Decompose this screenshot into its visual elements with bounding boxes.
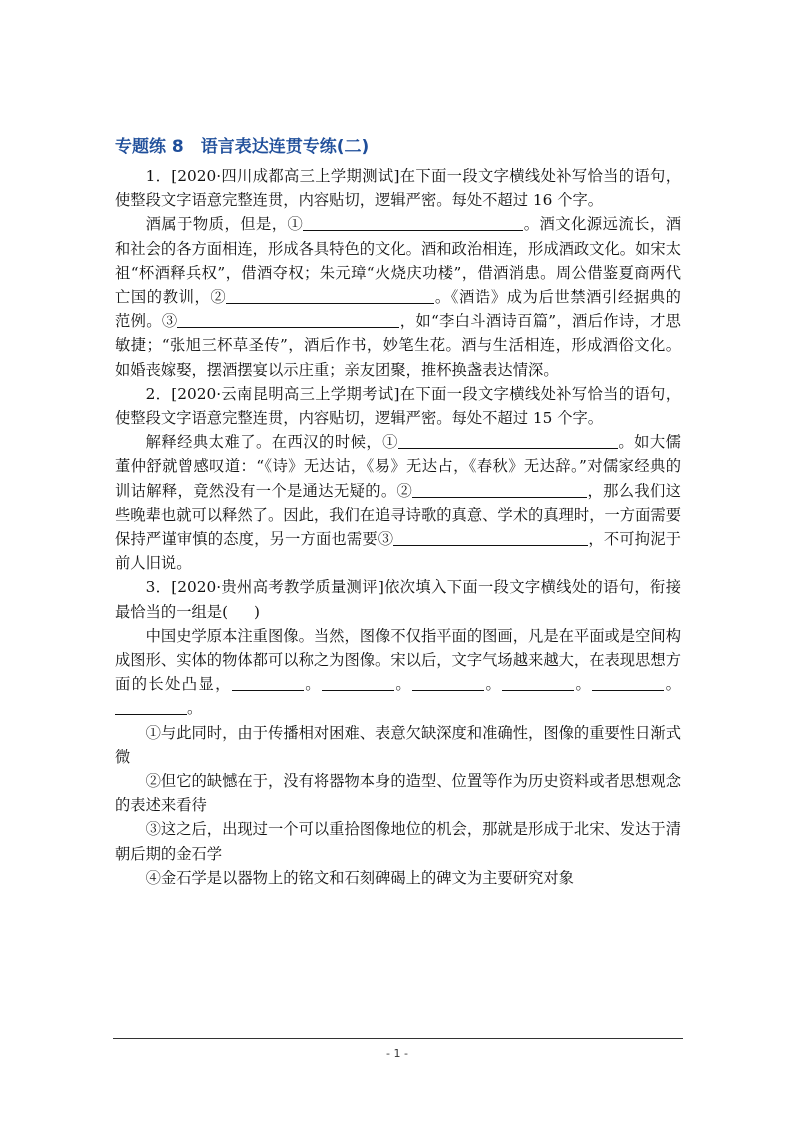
q3-passage-text: 中国史学原本注重图像。当然，图像不仅指平面的图画，凡是在平面或是空间构成图形、实体的物体都可以称之为图像。宋以后，文字气场越来越大，在表现思想方面的长处凸显， <box>115 626 681 694</box>
q3-blank-3 <box>412 674 484 691</box>
q3-sep: 。 <box>393 675 413 694</box>
q3-sep: 。 <box>303 675 322 694</box>
q3-blank-6 <box>115 698 187 715</box>
q3-blank-5 <box>592 674 664 691</box>
q2-text-c: ，那么我们这些晚辈也就可以释然了。因此，我们在追寻诗歌的真意、学术的真理时，一方面需要保持严谨审慎的态度，另一方面也需要③ <box>115 481 681 549</box>
q2-blank-2 <box>412 481 587 498</box>
q1-blank-2 <box>226 287 434 304</box>
q1-text-b: 。酒文化源远流长，酒和社会的各方面相连，形成各具特色的文化。酒和政治相连，形成酒政文化。如宋太祖“杯酒释兵权”，借酒夺权；朱元璋“火烧庆功楼”，借酒消患。周公借鉴夏商两代亡国的教训，② <box>115 215 681 307</box>
q2-stem: 2．[2020·云南昆明高三上学期考试]在下面一段文字横线处补写恰当的语句，使整段文字语意完整连贯，内容贴切，逻辑严密。每处不超过 15 个字。 <box>115 384 681 428</box>
document-body <box>115 136 681 890</box>
q3-blank-4 <box>502 674 574 691</box>
q2-text-b: 。如大儒董仲舒就曾感叹道：“《诗》无达诂，《易》无达占，《春秋》无达辞。”对儒家经典的训诂解释，竟然没有一个是通达无疑的。② <box>115 433 681 500</box>
q1-text-c: 。《酒诰》成为后世禁酒引经据典的范例。③ <box>115 288 681 331</box>
q2-blank-1 <box>398 432 618 449</box>
q1-blank-1 <box>303 214 523 231</box>
q3-option-1: ①与此同时，由于传播相对困难、表意欠缺深度和准确性，图像的重要性日渐式微 <box>115 723 681 766</box>
q3-blank-1 <box>232 674 304 691</box>
q3-option-4: ④金石学是以器物上的铭文和石刻碑碣上的碑文为主要研究对象 <box>145 868 574 887</box>
q3-option-3: ③这之后，出现过一个可以重拾图像地位的机会，那就是形成于北宋、发达于清朝后期的金石学 <box>115 820 681 863</box>
q3-sep: 。 <box>574 675 593 694</box>
q3-stem <box>115 575 681 623</box>
q3-sep: 。 <box>484 675 503 694</box>
q1-stem: 1．[2020·四川成都高三上学期测试]在下面一段文字横线处补写恰当的语句，使整段文字语意完整连贯，内容贴切，逻辑严密。每处不超过 16 个字。 <box>115 167 681 210</box>
q1-text-a: 酒属于物质，但是，① <box>145 215 304 234</box>
q3-sep: 。 <box>187 699 203 718</box>
q2-text-d: ，不可拘泥于前人旧说。 <box>115 530 681 573</box>
q2-passage <box>115 430 681 575</box>
q3-blank-2 <box>322 674 394 691</box>
q3-passage <box>115 624 681 721</box>
q3-sep: 。 <box>664 675 681 694</box>
q2-text-a: 解释经典太难了。在西汉的时候，① <box>145 433 398 452</box>
q1-text-d: ，如“李白斗酒诗百篇”，酒后作诗，才思敏捷；“张旭三杯草圣传”，酒后作书，妙笔生花。酒与生活相连，形成酒俗文化。如婚丧嫁娶，摆酒摆宴以示庄重；亲友团聚，推杯换盏表达情深。 <box>115 312 681 379</box>
page-number: - 1 - <box>386 1047 408 1060</box>
q2-blank-3 <box>393 529 588 546</box>
q3-stem-text: 3．[2020·贵州高考教学质量测评]依次填入下面一段文字横线处的语句，衔接最恰当的一组是( <box>115 578 681 621</box>
q3-option-2: ②但它的缺憾在于，没有将器物本身的造型、位置等作为历史资料或者思想观念的表述来看待 <box>115 772 681 815</box>
q3-stem-close: ) <box>254 602 261 621</box>
section-title: 专题练 8 语言表达连贯专练(二) <box>115 137 370 157</box>
footer-rule <box>113 1038 683 1039</box>
q1-blank-3 <box>177 311 399 328</box>
q1-passage <box>115 212 681 381</box>
